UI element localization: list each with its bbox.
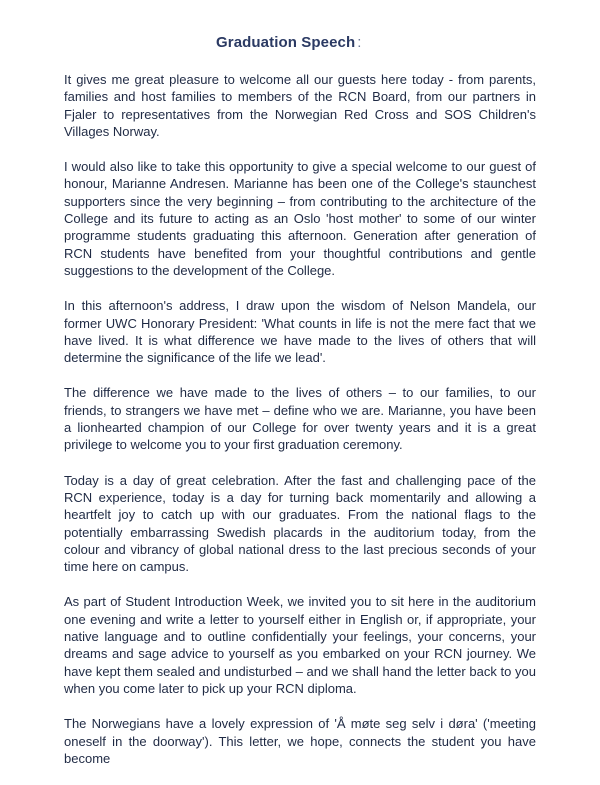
paragraph-welcome-guests: It gives me great pleasure to welcome all our guests here today - from parents, families and host families to members of the RCN Board, from our partners in Fjaler to representatives from the Norwegian Red Cross and SOS Children's Villages Norway. — [64, 72, 536, 139]
paragraph-celebration: Today is a day of great celebration. After the fast and challenging pace of the RCN experience, today is a day for turning back momentarily and allowing a heartfelt joy to catch up with our graduates. From the national flags to the potentially embarrassing Swedish placards in the auditorium today, from the colour and vibrancy of global national dress to the last precious seconds of your time here on campus. — [64, 472, 536, 575]
title-suffix: : — [357, 34, 362, 51]
page-title — [216, 34, 362, 51]
paragraph-guest-of-honour: I would also like to take this opportunity to give a special welcome to our guest of honour, Marianne Andresen. Marianne has been one of the College's staunchest supporters since the very beginning – from contributing to the architecture of the College and its future to acting as an Oslo 'host mother' to some of our winter programme students graduating this afternoon. Generation after generation of RCN students have benefited from your thoughtful contributions and gentle suggestions to the development of the College. — [64, 159, 536, 278]
paragraph-letter-to-yourself: As part of Student Introduction Week, we invited you to sit here in the auditorium one evening and write a letter to yourself either in English or, if appropriate, your native language and to outline confidentially your feelings, your concerns, your dreams and sage advice to yourself as you embarked on your RCN journey. We have kept them sealed and undisturbed – and we shall hand the letter back to you when you come later to pick up your RCN diploma. — [64, 594, 536, 696]
paragraph-norwegian-expression: The Norwegians have a lovely expression of 'Å møte seg selv i døra' ('meeting oneself in the doorway'). This letter, we hope, connects the student you have become — [64, 716, 536, 766]
speech-body — [64, 71, 536, 785]
paragraph-difference-we-made: The difference we have made to the lives of others – to our families, to our friends, to strangers we have met – define who we are. Marianne, you have been a lionhearted champion of our College for over twenty years and it is a great privilege to welcome you to your first graduation ceremony. — [64, 385, 536, 453]
title-text: Graduation Speech — [216, 34, 356, 51]
paragraph-mandela-quote: In this afternoon's address, I draw upon the wisdom of Nelson Mandela, our former UWC Honorary President: 'What counts in life is not the mere fact that we have lived. It is what difference we have made to the lives of others that will determine the significance of the life we lead'. — [64, 298, 536, 366]
